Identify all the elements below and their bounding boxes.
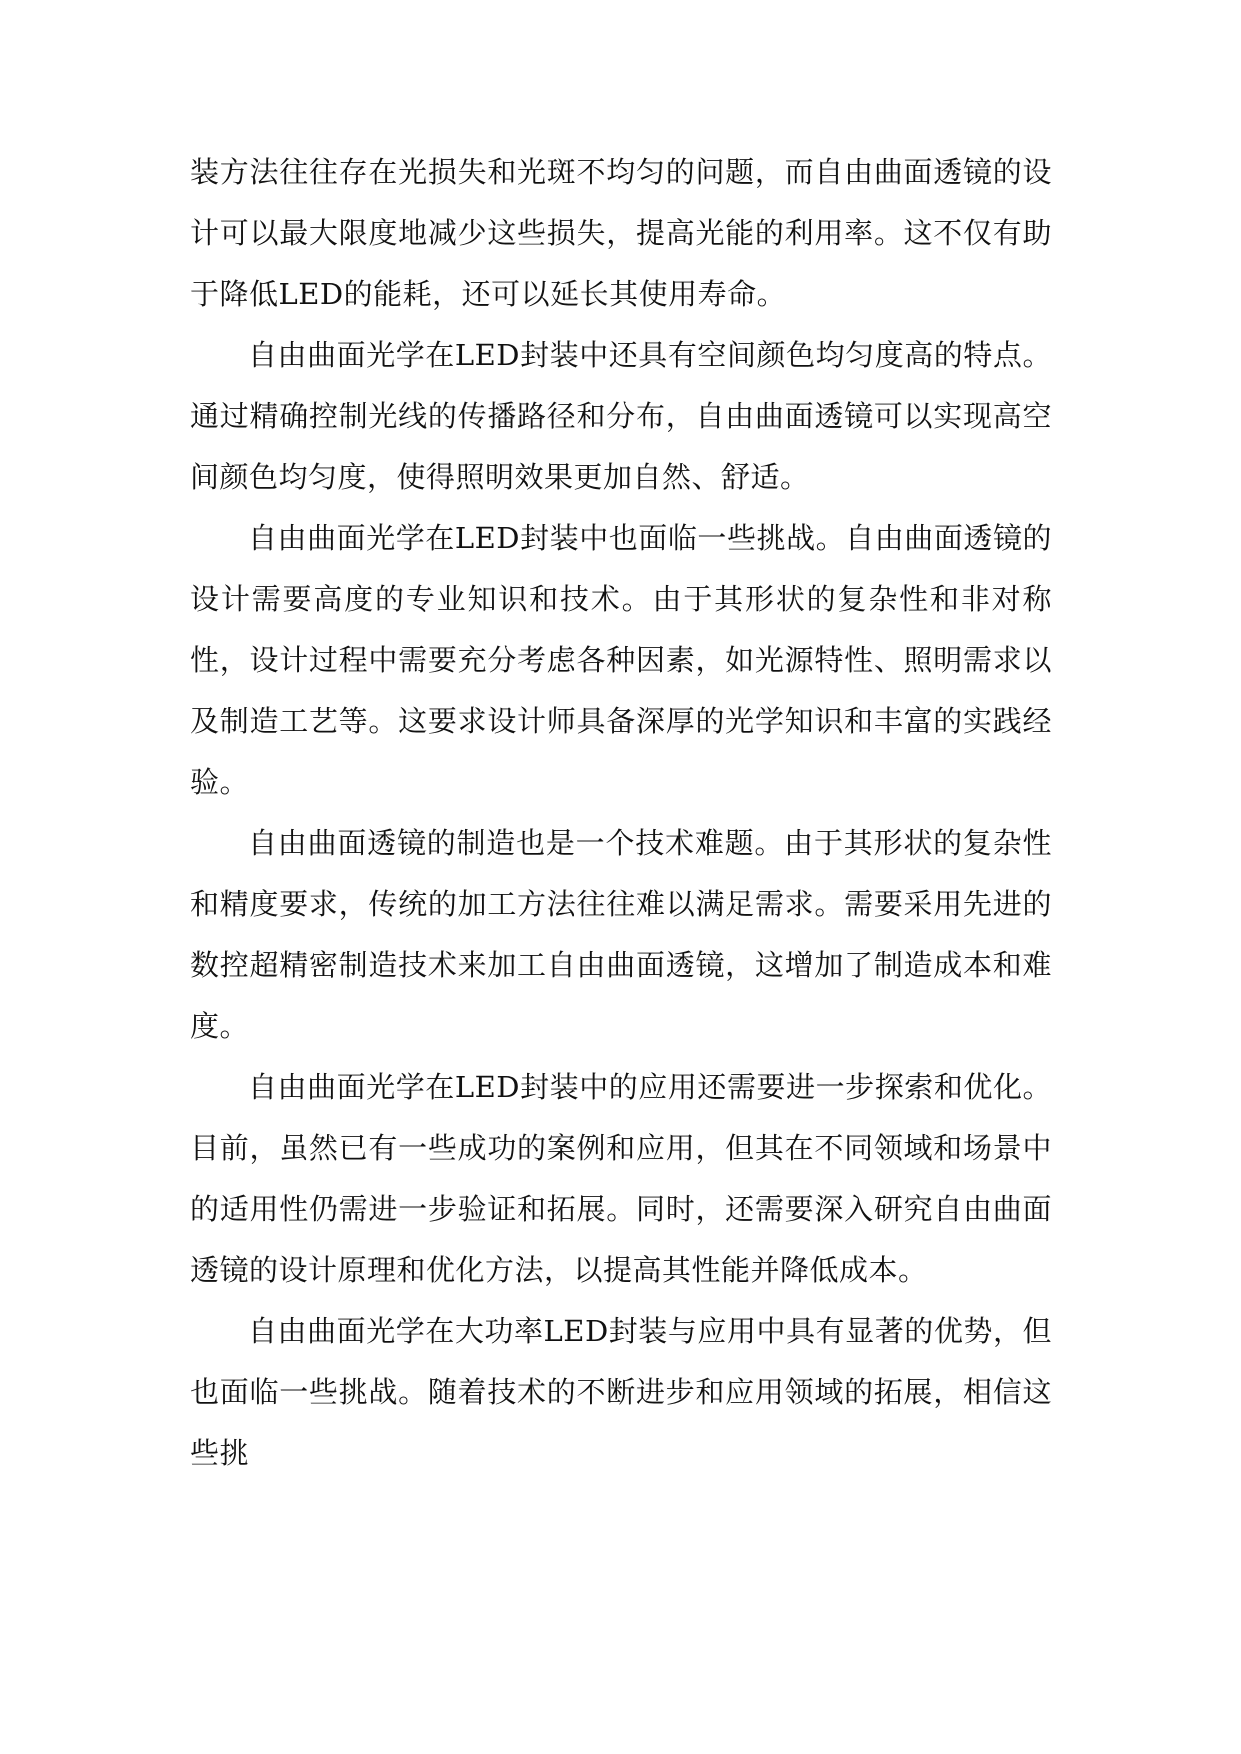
document-body <box>190 142 1052 1484</box>
paragraph-continuation: 装方法往往存在光损失和光斑不均匀的问题，而自由曲面透镜的设计可以最大限度地减少这些损失，提高光能的利用率。这不仅有助于降低LED的能耗，还可以延长其使用寿命。 <box>190 155 1052 311</box>
paragraph-manufacturing-challenges: 自由曲面透镜的制造也是一个技术难题。由于其形状的复杂性和精度要求，传统的加工方法往往难以满足需求。需要采用先进的数控超精密制造技术来加工自由曲面透镜，这增加了制造成本和难度。 <box>190 826 1052 1043</box>
paragraph-application-optimization: 自由曲面光学在LED封装中的应用还需要进一步探索和优化。目前，虽然已有一些成功的案例和应用，但其在不同领域和场景中的适用性仍需进一步验证和拓展。同时，还需要深入研究自由曲面透镜的设计原理和优化方法，以提高其性能并降低成本。 <box>190 1070 1052 1287</box>
paragraph-color-uniformity: 自由曲面光学在LED封装中还具有空间颜色均匀度高的特点。通过精确控制光线的传播路径和分布，自由曲面透镜可以实现高空间颜色均匀度，使得照明效果更加自然、舒适。 <box>190 338 1052 494</box>
paragraph-design-challenges: 自由曲面光学在LED封装中也面临一些挑战。自由曲面透镜的设计需要高度的专业知识和技术。由于其形状的复杂性和非对称性，设计过程中需要充分考虑各种因素，如光源特性、照明需求以及制造工艺等。这要求设计师具备深厚的光学知识和丰富的实践经验。 <box>190 521 1052 799</box>
paragraph-summary: 自由曲面光学在大功率LED封装与应用中具有显著的优势，但也面临一些挑战。随着技术的不断进步和应用领域的拓展，相信这些挑 <box>190 1314 1052 1470</box>
